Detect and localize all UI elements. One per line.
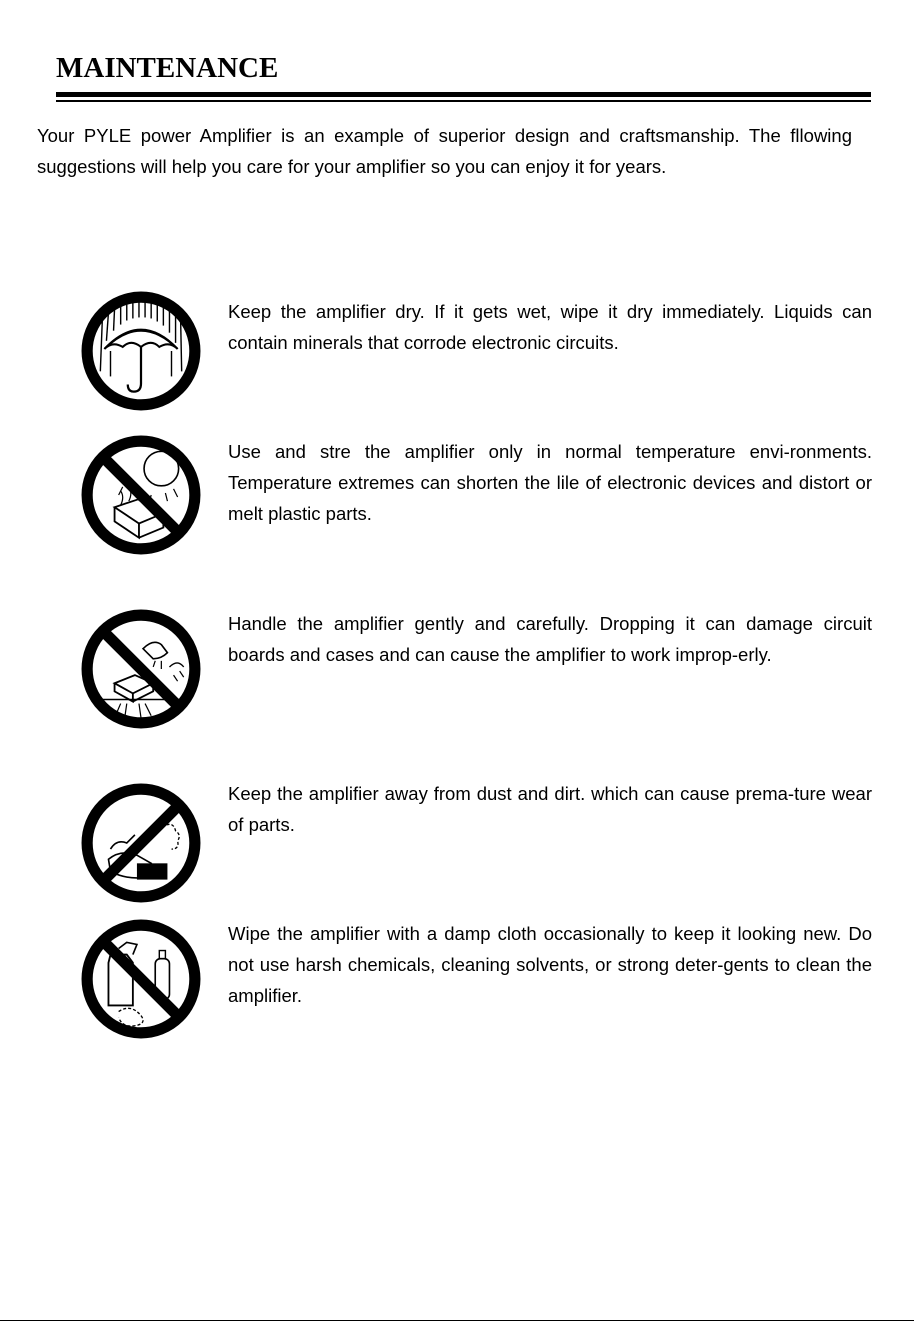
item-text: Keep the amplifier dry. If it gets wet, wipe it dry immediately. Liquids can contain minerals that corrode electronic circuits. xyxy=(228,301,872,353)
no-heat-icon xyxy=(80,434,202,556)
umbrella-icon xyxy=(80,290,202,412)
no-dust-icon xyxy=(80,782,202,904)
page-bottom-edge xyxy=(0,1320,914,1321)
intro-paragraph: Your PYLE power Amplifier is an example of superior design and craftsmanship. The fllowing suggestions will help you care for your amplifier so you can enjoy it for years. xyxy=(37,125,852,177)
title-rule-thick xyxy=(56,92,871,97)
no-chemicals-icon xyxy=(80,918,202,1040)
no-drop-icon xyxy=(80,608,202,730)
item-text: Handle the amplifier gently and carefully. Dropping it can damage circuit boards and cases and can cause the amplifier to work improp-erly. xyxy=(228,613,872,665)
item-text: Use and stre the amplifier only in normal temperature envi-ronments. Temperature extremes can shorten the lile of electronic devices and distort or melt plastic parts. xyxy=(228,441,872,524)
item-text: Keep the amplifier away from dust and dirt. which can cause prema-ture wear of parts. xyxy=(228,783,872,835)
item-text: Wipe the amplifier with a damp cloth occasionally to keep it looking new. Do not use harsh chemicals, cleaning solvents, or strong deter-gents to clean the amplifier. xyxy=(228,923,872,1006)
title-rule-thin xyxy=(56,100,871,102)
page-title: MAINTENANCE xyxy=(56,52,279,84)
